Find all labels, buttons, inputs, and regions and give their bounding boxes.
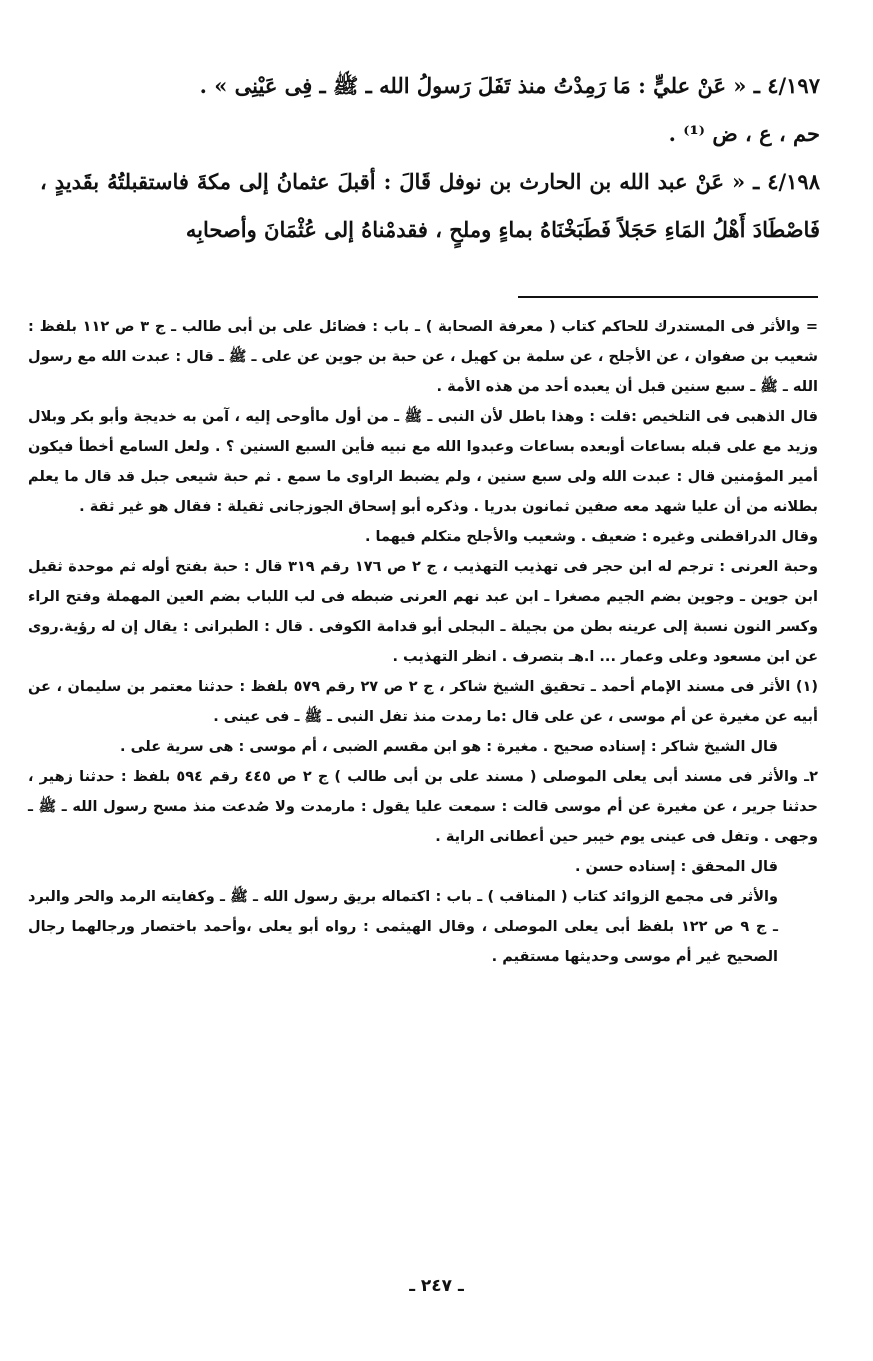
hadith-198: ٤/١٩٨ ـ « عَنْ عبد الله بن الحارث بن نوفل قَالَ : أقبلَ عثمانُ إلى مكةَ فاستقبلتُهُ بقَديدٍ ، فَاصْطَادَ أَهْلُ المَاءِ حَجَلاً فَطَبَخْنَاهُ بماءٍ وملحٍ ، فقدمْناهُ إلى عُثْمَانَ وأصحابِه bbox=[40, 169, 820, 242]
footnotes bbox=[28, 312, 818, 972]
footnote-paragraph: وحبة العرنى : ترجم له ابن حجر فى تهذيب التهذيب ، ج ٢ ص ١٧٦ رقم ٣١٩ قال : حبة بفتح أوله ثم موحدة ثقيل ابن جوين ـ وجوين بضم الجيم مصغرا ـ ابن عبد نهم العرنى ضبطه فى لب اللباب بضم العين المهملة وفتح الراء وكسر النون نسبة إلى عرينه بطن من بجيلة ـ البجلى أبو قدامة الكوفى . قال : الطبرانى : يقال إن له رؤية.روى عن ابن مسعود وعلى وعمار ... ا.هـ بتصرف . انظر التهذيب . bbox=[28, 559, 819, 665]
footnote-paragraph: قال المحقق : إسناده حسن . bbox=[574, 859, 778, 875]
page-number: ـ ٢٤٧ ـ bbox=[409, 1276, 464, 1296]
hadith-197-sources: حم ، ع ، ض ⁽¹⁾ . bbox=[668, 121, 820, 146]
footnote-paragraph: قال الشيخ شاكر : إسناده صحيح . مغيرة : هو ابن مقسم الضبى ، أم موسى : هى سرية على . bbox=[120, 739, 778, 755]
footnote-paragraph: وقال الدراقطنى وغيره : ضعيف . وشعيب والأجلح متكلم فيهما . bbox=[364, 529, 818, 545]
footnote-1: (١) الأثر فى مسند الإمام أحمد ـ تحقيق الشيخ شاكر ، ج ٢ ص ٢٧ رقم ٥٧٩ بلفظ : حدثنا معتمر بن سليمان ، عن أبيه عن مغيرة عن أم موسى ، عن على قال :ما رمدت منذ تفل النبى ـ ﷺ ـ فى عينى . bbox=[28, 679, 818, 725]
footnote-paragraph: قال الذهبى فى التلخيص :قلت : وهذا باطل لأن النبى ـ ﷺ ـ من أول ماأوحى إليه ، آمن به خديجة وأبو بكر وبلال وزيد مع على قبله بساعات أوبعده بساعات وعبدوا الله مع نبيه فأين السبع السنين ؟ . ولعل السامع أخطأ فيكون أمير المؤمنين قال : عبدت الله ولى سبع سنين ، ولم يضبط الراوى ما سمع . ثم حبة شيعى جبل قد قال ما يعلم بطلانه من أن عليا شهد معه صفين ثمانون بدريا . وذكره أبو إسحاق الجوزجانى ثقيلة : فقال هو غير ثقة . bbox=[28, 409, 818, 515]
footnote-paragraph: والأثر فى مجمع الزوائد كتاب ( المناقب ) ـ باب : اكتماله بريق رسول الله ـ ﷺ ـ وكفايته الرمد والحر والبرد ـ ج ٩ ص ١٢٢ بلفظ أبى يعلى الموصلى ، وقال الهيثمى : رواه أبو يعلى ،وأحمد باختصار ورجالهما رجال الصحيح غير أم موسى وحديثها مستقيم . bbox=[28, 889, 778, 965]
footnote-paragraph: = والأثر فى المستدرك للحاكم كتاب ( معرفة الصحابة ) ـ باب : فضائل على بن أبى طالب ـ ج ٣ ص ١١٢ بلفظ : شعيب بن صفوان ، عن الأجلح ، عن سلمة بن كهيل ، عن حبة بن جوين عن على ـ ﷺ ـ قال : عبدت الله مع رسول الله ـ ﷺ ـ سبع سنين قبل أن يعبده أحد من هذه الأمة . bbox=[28, 319, 818, 395]
hadith-197: ٤/١٩٧ ـ « عَنْ عليٍّ : مَا رَمِدْتُ منذ تَفَلَ رَسولُ الله ـ ﷺ ـ فِى عَيْنِى » . bbox=[199, 73, 820, 98]
main-text bbox=[40, 62, 820, 254]
footnote-2: ٢ـ والأثر فى مسند أبى يعلى الموصلى ( مسند على بن أبى طالب ) ج ٢ ص ٤٤٥ رقم ٥٩٤ بلفظ : حدثنا زهير ، حدثنا جرير ، عن مغيرة عن أم موسى قالت : سمعت عليا يقول : مارمدت ولا صُدعت منذ مسح رسول الله ـ ﷺ ـ وجهى . وتفل فى عينى يوم خيبر حين أعطانى الراية . bbox=[28, 769, 818, 845]
footnote-divider bbox=[518, 296, 818, 298]
